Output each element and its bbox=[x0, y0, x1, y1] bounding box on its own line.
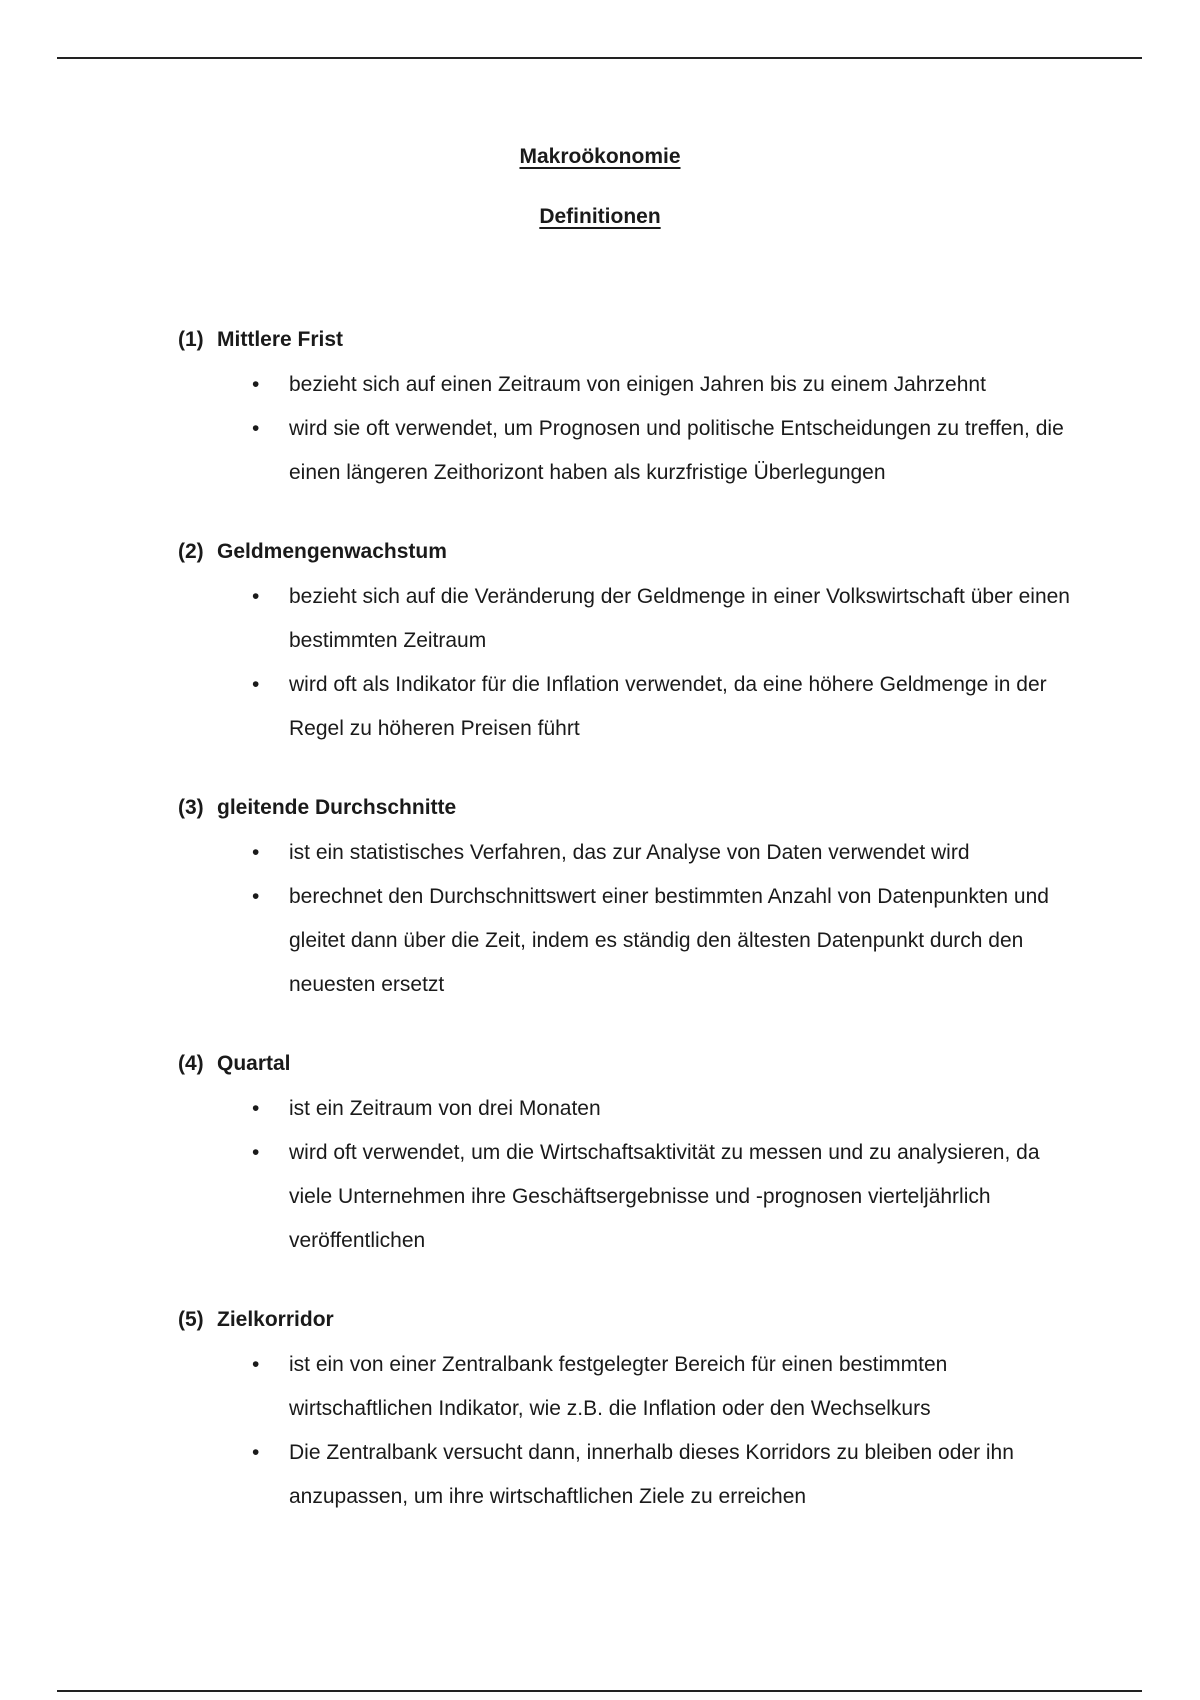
section-heading bbox=[178, 538, 1078, 565]
header-rule bbox=[57, 57, 1142, 59]
bullet-list bbox=[178, 363, 1078, 495]
bullet-list bbox=[178, 1087, 1078, 1263]
bullet-item bbox=[178, 831, 1079, 875]
footer-rule bbox=[57, 1690, 1142, 1692]
bullet-icon: • bbox=[252, 1441, 260, 1464]
bullet-icon: • bbox=[252, 417, 260, 440]
bullet-item bbox=[178, 407, 1079, 495]
bullet-item bbox=[178, 1131, 1079, 1263]
bullet-item bbox=[178, 1431, 1079, 1519]
bullet-text: ist ein statistisches Verfahren, das zur Analyse von Daten verwendet wird bbox=[289, 841, 970, 864]
bullet-icon: • bbox=[252, 841, 260, 864]
section-heading bbox=[178, 1050, 1078, 1077]
bullet-icon: • bbox=[252, 885, 260, 908]
bullet-text: ist ein Zeitraum von drei Monaten bbox=[289, 1097, 601, 1120]
bullet-item bbox=[178, 663, 1079, 751]
section-heading bbox=[178, 326, 1078, 353]
bullet-text: wird oft verwendet, um die Wirtschaftsaktivität zu messen und zu analysieren, da viele Unternehmen ihre Geschäftsergebnisse und -prognosen vierteljährlich veröffentlichen bbox=[289, 1141, 1040, 1252]
bullet-text: Die Zentralbank versucht dann, innerhalb dieses Korridors zu bleiben oder ihn anzupassen, um ihre wirtschaftlichen Ziele zu erreichen bbox=[289, 1441, 1014, 1508]
bullet-item bbox=[178, 1343, 1079, 1431]
bullet-list bbox=[178, 1343, 1078, 1519]
bullet-list bbox=[178, 575, 1078, 751]
bullet-item bbox=[178, 1087, 1079, 1131]
bullet-text: berechnet den Durchschnittswert einer bestimmten Anzahl von Datenpunkten und gleitet dann über die Zeit, indem es ständig den ältesten Datenpunkt durch den neuesten ersetzt bbox=[289, 885, 1049, 996]
definitions-list bbox=[178, 326, 1078, 1562]
section-heading bbox=[178, 794, 1078, 821]
definition-section bbox=[178, 538, 1078, 751]
section-number: (2) bbox=[178, 540, 204, 563]
bullet-icon: • bbox=[252, 585, 260, 608]
definition-section bbox=[178, 326, 1078, 495]
definition-section bbox=[178, 1050, 1078, 1263]
definition-section bbox=[178, 794, 1078, 1007]
definition-section bbox=[178, 1306, 1078, 1519]
section-title: Zielkorridor bbox=[217, 1308, 334, 1331]
document-subtitle: Definitionen bbox=[539, 205, 661, 228]
section-number: (1) bbox=[178, 328, 204, 351]
section-number: (3) bbox=[178, 796, 204, 819]
section-number: (5) bbox=[178, 1308, 204, 1331]
bullet-list bbox=[178, 831, 1078, 1007]
bullet-icon: • bbox=[252, 673, 260, 696]
section-title: Mittlere Frist bbox=[217, 328, 344, 351]
section-heading bbox=[178, 1306, 1078, 1333]
section-title: gleitende Durchschnitte bbox=[217, 796, 457, 819]
bullet-item bbox=[178, 575, 1079, 663]
bullet-icon: • bbox=[252, 1353, 260, 1376]
section-number: (4) bbox=[178, 1052, 204, 1075]
bullet-item bbox=[178, 363, 1079, 407]
bullet-item bbox=[178, 875, 1079, 1007]
section-title: Geldmengenwachstum bbox=[217, 540, 447, 563]
bullet-text: ist ein von einer Zentralbank festgelegter Bereich für einen bestimmten wirtschaftlichen Indikator, wie z.B. die Inflation oder den Wechselkurs bbox=[289, 1353, 948, 1420]
section-title: Quartal bbox=[217, 1052, 291, 1075]
bullet-text: bezieht sich auf die Veränderung der Geldmenge in einer Volkswirtschaft über einen bestimmten Zeitraum bbox=[289, 585, 1070, 652]
bullet-icon: • bbox=[252, 1141, 260, 1164]
bullet-icon: • bbox=[252, 373, 260, 396]
bullet-text: wird oft als Indikator für die Inflation verwendet, da eine höhere Geldmenge in der Regel zu höheren Preisen führt bbox=[289, 673, 1047, 740]
bullet-text: wird sie oft verwendet, um Prognosen und politische Entscheidungen zu treffen, die einen längeren Zeithorizont haben als kurzfristige Überlegungen bbox=[289, 417, 1064, 484]
document-title: Makroökonomie bbox=[519, 145, 681, 168]
bullet-text: bezieht sich auf einen Zeitraum von einigen Jahren bis zu einem Jahrzehnt bbox=[289, 373, 986, 396]
bullet-icon: • bbox=[252, 1097, 260, 1120]
